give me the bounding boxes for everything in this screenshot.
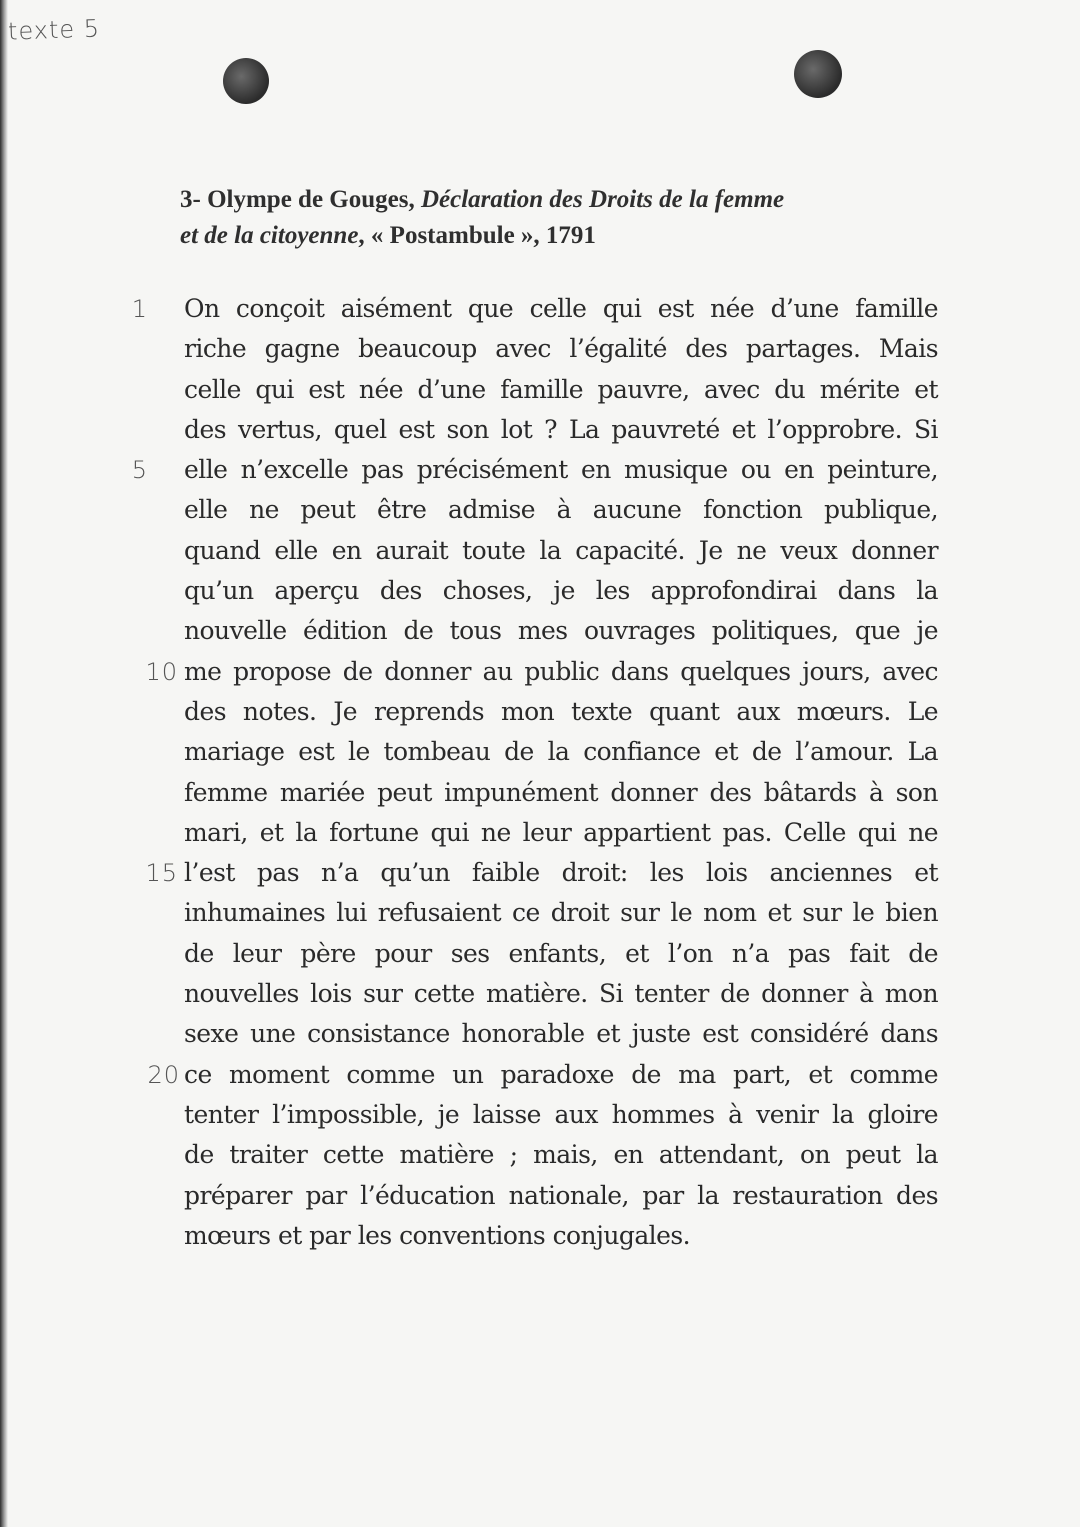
text-line: sexe une consistance honorable et juste est considéré dans xyxy=(184,1019,938,1049)
text-line: celle qui est née d’une famille pauvre, avec du mérite et xyxy=(184,374,938,404)
heading-line-1 xyxy=(180,182,940,218)
text-line: femme mariée peut impunément donner des bâtards à son xyxy=(184,777,938,807)
text-line: mariage est le tombeau de la confiance et de l’amour. La xyxy=(184,737,938,767)
line-number-15: 15 xyxy=(145,859,178,887)
text-line: des notes. Je reprends mon texte quant aux mœurs. Le xyxy=(184,696,938,726)
text-line: nouvelles lois sur cette matière. Si tenter de donner à mon xyxy=(184,979,938,1009)
text-line: On conçoit aisément que celle qui est née d’une famille xyxy=(184,294,938,323)
text-line: riche gagne beaucoup avec l’égalité des partages. Mais xyxy=(184,334,938,364)
text-line: me propose de donner au public dans quelques jours, avec xyxy=(184,656,938,686)
punch-hole-right xyxy=(794,50,842,98)
text-line: mari, et la fortune qui ne leur appartient pas. Celle qui ne xyxy=(184,817,938,847)
text-line: quand elle en aurait toute la capacité. Je ne veux donner xyxy=(184,535,938,565)
document-body xyxy=(184,289,938,1256)
text-line: tenter l’impossible, je laisse aux hommes à venir la gloire xyxy=(184,1099,938,1129)
text-line: l’est pas n’a qu’un faible droit: les lois anciennes et xyxy=(184,858,938,888)
heading-author: 3- Olympe de Gouges, xyxy=(180,186,421,213)
heading-title-part-2: et de la citoyenne xyxy=(180,222,359,249)
text-line: ce moment comme un paradoxe de ma part, et comme xyxy=(184,1059,938,1089)
line-number-20: 20 xyxy=(147,1061,180,1089)
text-line: nouvelle édition de tous mes ouvrages politiques, que je xyxy=(184,616,938,646)
text-line: qu’un aperçu des choses, je les approfondirai dans la xyxy=(184,576,938,606)
text-line: inhumaines lui refusaient ce droit sur le nom et sur le bien xyxy=(184,898,938,928)
line-number-1: 1 xyxy=(131,295,148,323)
text-line: préparer par l’éducation nationale, par la restauration des xyxy=(184,1180,938,1210)
heading-section-date: , « Postambule », 1791 xyxy=(358,222,596,249)
heading-title-part-1: Déclaration des Droits de la femme xyxy=(420,186,785,213)
text-line: des vertus, quel est son lot ? La pauvreté et l’opprobre. Si xyxy=(184,414,938,444)
text-line: de traiter cette matière ; mais, en attendant, on peut la xyxy=(184,1140,938,1170)
line-number-5: 5 xyxy=(131,456,148,484)
handwritten-corner-note: texte 5 xyxy=(7,14,101,46)
punch-hole-left xyxy=(223,58,269,104)
line-number-10: 10 xyxy=(145,658,178,686)
text-line: elle n’excelle pas précisément en musique ou en peinture, xyxy=(184,455,938,485)
text-line: mœurs et par les conventions conjugales. xyxy=(184,1220,691,1250)
text-line: de leur père pour ses enfants, et l’on n’a pas fait de xyxy=(184,938,938,968)
document-heading xyxy=(180,182,940,254)
heading-line-2 xyxy=(180,218,940,254)
text-line: elle ne peut être admise à aucune fonction publique, xyxy=(184,495,938,525)
